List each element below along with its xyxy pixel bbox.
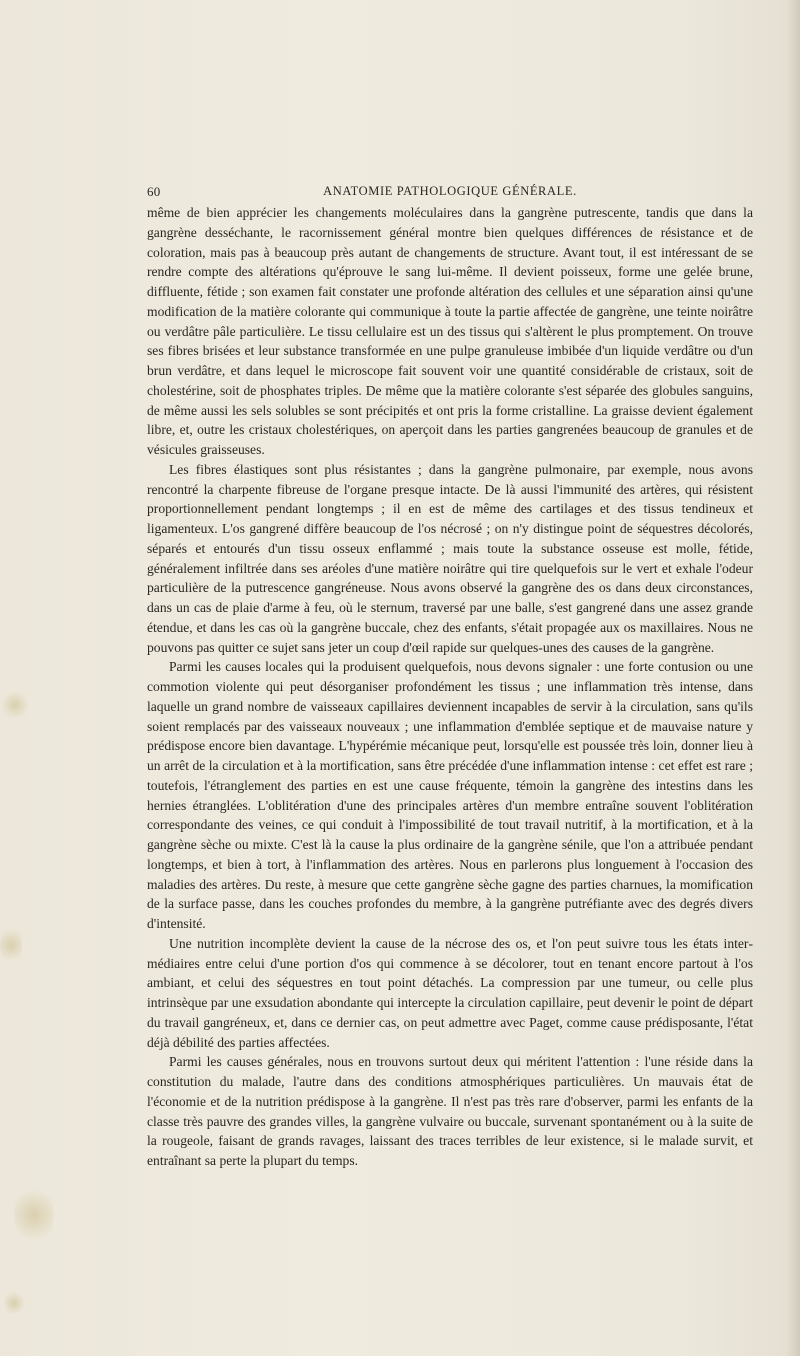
paper-stain: [2, 690, 28, 720]
paper-stain: [4, 1290, 24, 1316]
paragraph: même de bien apprécier les changements moléculaires dans la gangrène putrescente, tandis que dans la gangrène desséchante, le racornissement général montre bien quelques différences de résistance et de coloration, mais pas à beaucoup près autant de changements de structure. Avant tout, il est intéressant de se rendre compte des altérations qu'éprouve le sang lui-même. Il devient poisseux, forme une gelée brune, diffluente, fétide ; son examen fait constater une profonde altération des cellules et une séparation ainsi qu'une modification de la matière colorante qui communique à toute la partie affectée de gangrène, une teinte noirâtre ou verdâtre pâle particulière. Le tissu cellulaire est un des tissus qui s'altèrent le plus promptement. On trouve ses fibres brisées et leur substance transformée en une pulpe granuleuse imbibée d'un liquide verdâtre ou d'un brun verdâtre, et dans lequel le microscope fait souvent voir une quantité considérable de cristaux, soit de cholestérine, soit de phosphates triples. De même que la matière colorante s'est séparée des globules sanguins, de même aussi les sels solubles se sont précipités et ont pris la forme cristalline. La graisse devient également libre, et, outre les cristaux cholestériques, on aperçoit dans les parties gangrenées beaucoup de granules et de vésicules graisseuses.: [147, 205, 753, 457]
running-title: ANATOMIE PATHOLOGIQUE GÉNÉRALE.: [323, 184, 577, 198]
paragraph: Les fibres élastiques sont plus résistantes ; dans la gangrène pulmonaire, par exemple, nous avons rencontré la charpente fibreuse de l'organe presque intacte. De là aussi l'immunité des artères, qui résistent proportionnellement pendant longtemps ; il en est de même des cartilages et des tissus tendineux et ligamenteux. L'os gangrené diffère beaucoup de l'os nécrosé ; on n'y distingue point de séquestres décolorés, séparés et entourés d'un tissu osseux enflammé ; mais toute la substance osseuse est molle, fétide, généralement infiltrée dans ses aréoles d'une matière noirâtre qui tire quelquefois sur le vert et exhale l'odeur particulière de la putrescence gangréneuse. Nous avons observé la gangrène des os dans deux circonstances, dans un cas de plaie d'arme à feu, où le sternum, traversé par une balle, s'est gangrené dans une assez grande étendue, et dans les cas où la gangrène buccale, chez des enfants, s'était propagée aux os maxillaires. Nous ne pouvons pas quitter ce sujet sans jeter un coup d'œil rapide sur quelques-unes des causes de la gangrène.: [147, 461, 753, 655]
paragraph: Parmi les causes générales, nous en trouvons surtout deux qui méritent l'attention : l'une réside dans la constitution du malade, l'autre dans des conditions atmosphériques particulières. Un mauvais état de l'économie et de la nutrition prédispose à la gangrène. Il n'est pas très rare d'observer, parmi les enfants de la classe très pauvre des grandes villes, la gangrène vulvaire ou buccale, survenant spontanément ou à la suite de la rougeole, faisant de grands ravages, laissant des traces terribles de leur existence, si le malade survit, et entraînant sa perte la plupart du temps.: [147, 1054, 753, 1168]
paragraph: Une nutrition incomplète devient la cause de la nécrose des os, et l'on peut suivre tous les états intermédiaires entre celui d'une portion d'os qui commence à se décolorer, tout en tenant encore partout à l'os ambiant, et celui des séquestres en tout point détachés. La compression par une tumeur, ou celle plus intrinsèque par une exsudation abondante qui intercepte la circulation capillaire, peut devenir le point de départ du travail gangréneux, et, dans ce dernier cas, on peut admettre avec Paget, comme cause prédisposante, l'état déjà débilité des parties affectées.: [147, 935, 753, 1050]
page-number: 60: [147, 184, 161, 199]
body-text: [147, 203, 753, 1171]
paper-stain: [0, 925, 22, 965]
page-binding-shadow: [786, 0, 800, 1356]
paragraph: Parmi les causes locales qui la produisent quelquefois, nous devons signaler : une forte contusion ou une commotion violente qui peut désorganiser profondément les tissus ; une inflammation très intense, dans laquelle un grand nombre de vaisseaux capillaires deviennent incapables de servir à la circulation, sans qu'ils soient remplacés par des vaisseaux nouveaux ; une inflammation d'emblée septique et de mauvaise nature y prédispose encore bien davantage. L'hypérémie mécanique peut, lorsqu'elle est poussée très loin, donner lieu à un arrêt de la circulation et à la mortification, sans être précédée d'une inflammation intense : cet effet est rare ; toutefois, l'étranglement des parties en est une cause fréquente, témoin la gangrène des intestins dans les hernies étranglées. L'oblitération d'une des principales artères d'un membre entraîne souvent l'oblitération correspondante des veines, ce qui conduit à l'impossibilité de tout travail nutritif, à la mortification, et à la gangrène sèche ou mixte. C'est là la cause la plus ordinaire de la gangrène sénile, que l'on a attribuée pendant longtemps, et bien à tort, à l'inflammation des artères. Nous en parlerons plus longuement à l'occasion des maladies des artères. Du reste, à mesure que cette gangrène sèche gagne des parties charnues, la momification de la surface passe, dans les couches profondes du membre, à la gangrène putréfiante avec des degrés divers d'intensité.: [147, 659, 753, 931]
running-head: [147, 184, 753, 204]
paper-stain: [14, 1185, 54, 1245]
